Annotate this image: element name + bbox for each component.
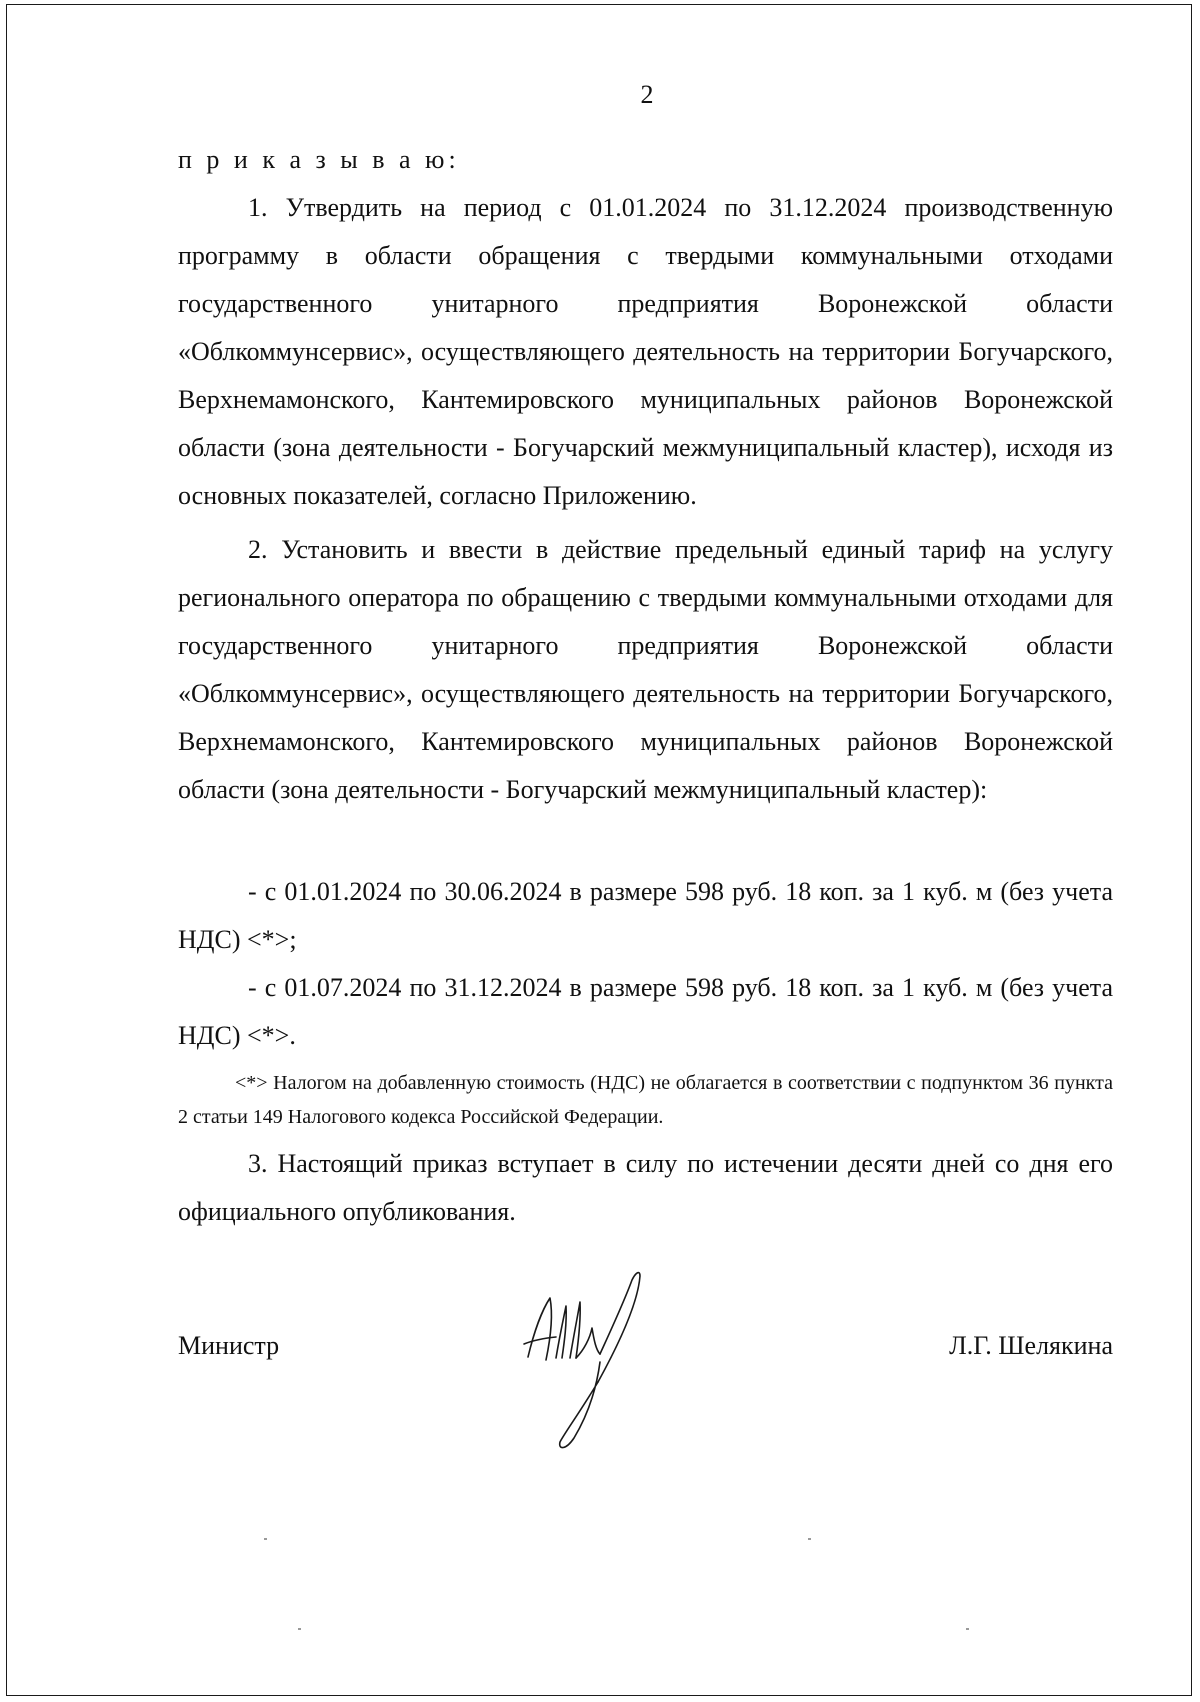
tariff-period-1: - с 01.01.2024 по 30.06.2024 в размере 598 руб. 18 коп. за 1 куб. м (без учета НДС) <*>;	[178, 877, 1113, 954]
scan-speck	[298, 1628, 301, 1630]
paragraph-1: 1. Утвердить на период с 01.01.2024 по 31.12.2024 производственную программу в области обращения с твердыми коммунальными отходами государственного унитарного предприятия Воронежской области «Облкоммунсервис», осуществляющего деятельность на территории Богучарского, Верхнемамонского, Кантемировского муниципальных районов Воронежской области (зона деятельности - Богучарский межмуниципальный кластер), исходя из основных показателей, согласно Приложению.	[178, 193, 1113, 510]
footnote: <*> Налогом на добавленную стоимость (НДС) не облагается в соответствии с подпунктом 36 пункта 2 статьи 149 Налогового кодекса Российской Федерации.	[178, 1072, 1113, 1128]
scan-speck	[264, 1538, 267, 1540]
order-intro: п р и к а з ы в а ю:	[178, 145, 460, 174]
page-number: 2	[640, 80, 654, 109]
signatory-name: Л.Г. Шелякина	[949, 1331, 1113, 1360]
paragraph-3: 3. Настоящий приказ вступает в силу по истечении десяти дней со дня его официального опубликования.	[178, 1149, 1113, 1226]
handwritten-signature	[520, 1262, 670, 1452]
tariff-period-2: - с 01.07.2024 по 31.12.2024 в размере 598 руб. 18 коп. за 1 куб. м (без учета НДС) <*>.	[178, 973, 1113, 1050]
scan-speck	[966, 1628, 969, 1630]
paragraph-2: 2. Установить и ввести в действие предельный единый тариф на услугу регионального оператора по обращению с твердыми коммунальными отходами для государственного унитарного предприятия Воронежской области «Облкоммунсервис», осуществляющего деятельность на территории Богучарского, Верхнемамонского, Кантемировского муниципальных районов Воронежской области (зона деятельности - Богучарский межмуниципальный кластер):	[178, 535, 1113, 804]
scan-speck	[808, 1538, 811, 1540]
signatory-title: Министр	[178, 1331, 280, 1360]
